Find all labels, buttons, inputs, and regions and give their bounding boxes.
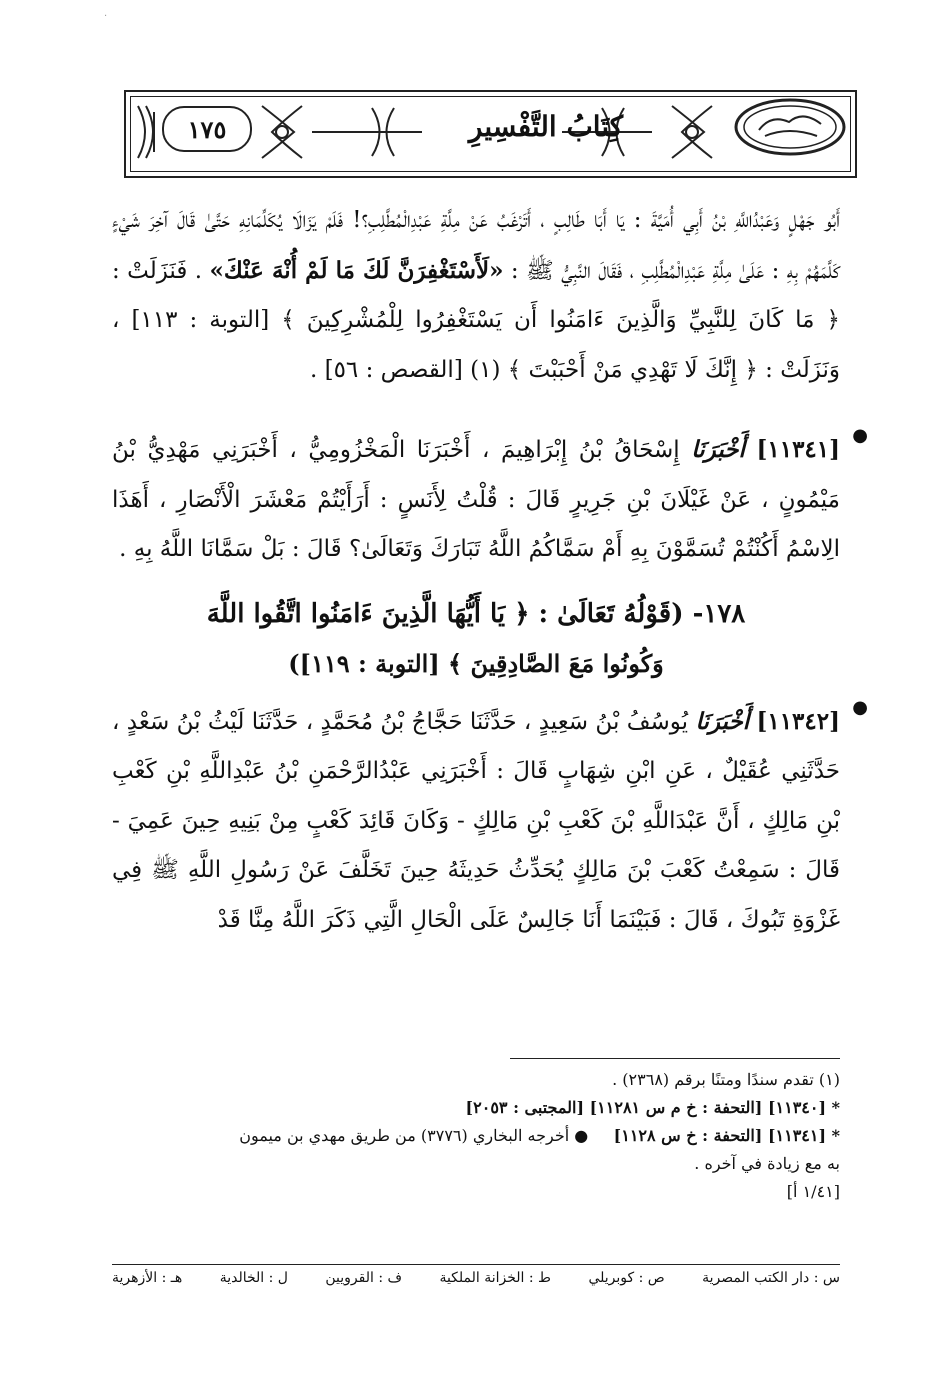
heading-line-1: ١٧٨- (قَوْلُهُ تَعَالَىٰ : ﴿ يَا أَيُّهَا الَّذِينَ ءَامَنُوا اتَّقُوا اللَّهَ	[206, 598, 746, 629]
heading-line-2: وَكُونُوا مَعَ الصَّادِقِينَ ﴾ [التوبة : ١١٩])	[288, 648, 664, 678]
footnote-takhrij-2-refs: * [١١٣٤١] [التحفة : خ س ١١٢٨]	[613, 1126, 840, 1145]
siglum: ف : القرويين	[325, 1270, 403, 1286]
hadith-text: إِسْحَاقُ بْنُ إِبْرَاهِيمَ ، أَخْبَرَنَا الْمَخْزُومِيُّ ، أَخْبَرَنِي مَهْدِيُّ بْنُ مَيْمُونٍ ، عَنْ غَيْلَانَ بْنِ جَرِيرٍ قَالَ : قُلْتُ لِأَنَسٍ : أَرَأَيْتُمْ مَعْشَرَ الْأَنْصَارِ ، أَهَذَا الِاسْمُ أَكُنْتُمْ تُسَمَّوْنَ بِهِ أَمْ سَمَّاكُمُ اللَّهُ تَبَارَكَ وَتَعَالَىٰ؟ قَالَ : بَلْ سَمَّانَا اللَّهُ بِهِ .	[112, 437, 840, 562]
footnote-takhrij-2	[112, 1122, 840, 1150]
hadith-paragraph	[112, 425, 840, 575]
siglum: ص : كوبريلي	[588, 1270, 665, 1286]
footnote-takhrij-2-note: ● أخرجه البخاري (٣٧٧٦) من طريق مهدي بن ميمون	[239, 1126, 589, 1145]
bullet-icon: ●	[852, 425, 868, 446]
hadith-entry	[112, 425, 868, 575]
footnote-takhrij-1: * [١١٣٤٠] [التحفة : خ م س ١١٢٨١] [المجتبى : ٢٠٥٣]	[465, 1098, 840, 1117]
manuscript-folio: [١/٤١ أ]	[786, 1182, 840, 1201]
corner-mark-icon: ·	[104, 11, 108, 22]
siglum: ط : الخزانة الملكية	[439, 1270, 552, 1286]
manuscript-sigla	[112, 1270, 840, 1286]
page-header	[124, 90, 857, 178]
page-number: ١٧٥	[162, 106, 252, 152]
paragraph-text-rest: . فَنَزَلَتْ : ﴿ مَا كَانَ لِلنَّبِيِّ وَالَّذِينَ ءَامَنُوا أَن يَسْتَغْفِرُوا لِلْمُشْرِكِينَ ﴾ [التوبة : ١١٣] ، وَنَزَلَتْ : ﴿ إِنَّكَ لَا تَهْدِي مَنْ أَحْبَبْتَ ﴾ (١) [القصص : ٥٦] .	[112, 257, 840, 383]
hadith-quote: «لَأَسْتَغْفِرَنَّ لَكَ مَا لَمْ أُنْهَ عَنْكَ»	[209, 256, 504, 284]
hadith-entry	[112, 696, 868, 946]
paragraph-text: أَبُو جَهْلٍ وَعَبْدُاللَّهِ بْنُ أَبِي أُمَيَّةَ : يَا أَبَا طَالِبٍ ، أَتَرْغَبُ عَنْ مِلَّةِ عَبْدِالْمُطَّلِبِ؟! فَلَمْ يَزَالَا يُكَلِّمَانِهِ حَتَّىٰ قَالَ آخِرَ شَيْءٍ كَلَّمَهُمْ بِهِ : عَلَىٰ مِلَّةِ عَبْدِالْمُطَّلِبِ ، فَقَالَ النَّبِيُّ ﷺ :	[112, 207, 840, 284]
bullet-icon: ●	[852, 696, 868, 718]
siglum: هـ : الأزهرية	[112, 1270, 183, 1286]
book-logo-seal	[731, 96, 849, 158]
footnotes	[112, 1066, 840, 1206]
chapter-heading	[112, 589, 840, 689]
hadith-number: [١١٣٤٢]	[756, 707, 841, 735]
footnote-1: (١) تقدم سندًا ومتنًا برقم (٢٣٦٨) .	[612, 1070, 840, 1089]
siglum: ل : الخالدية	[219, 1270, 288, 1286]
main-text	[112, 196, 868, 945]
hadith-paragraph	[112, 697, 840, 946]
bottom-divider	[112, 1264, 840, 1265]
paragraph-continuation	[112, 196, 840, 395]
siglum: س : دار الكتب المصرية	[702, 1270, 840, 1286]
hadith-text: يُوسُفُ بْنُ سَعِيدٍ ، حَدَّثَنَا حَجَّاجُ بْنُ مُحَمَّدٍ ، حَدَّثَنَا لَيْثُ بْنُ سَعْدٍ ، حَدَّثَنِي عُقَيْلٌ ، عَنِ ابْنِ شِهَابٍ قَالَ : أَخْبَرَنِي عَبْدُالرَّحْمَنِ بْنُ عَبْدِاللَّهِ بْنِ كَعْبِ بْنِ مَالِكٍ ، أَنَّ عَبْدَاللَّهِ بْنَ كَعْبِ بْنِ مَالِكٍ - وَكَانَ قَائِدَ كَعْبٍ مِنْ بَنِيهِ حِينَ عَمِيَ - قَالَ : سَمِعْتُ كَعْبَ بْنَ مَالِكٍ يُحَدِّثُ حَدِيثَهُ حِينَ تَخَلَّفَ عَنْ رَسُولِ اللَّهِ ﷺ فِي غَزْوَةِ تَبُوكَ ، قَالَ : فَبَيْنَمَا أَنَا جَالِسٌ عَلَى الْحَالِ الَّتِي ذَكَرَ اللَّهُ مِنَّا قَدْ	[112, 708, 841, 933]
akhbarana-label: أَخْبَرَنَا	[691, 436, 745, 463]
hadith-number: [١١٣٤١]	[756, 436, 841, 463]
page-title: كِتَابُ التَّفْسِيرِ	[468, 110, 624, 143]
akhbarana-label: أَخْبَرَنَا	[695, 707, 750, 735]
footnote-divider	[510, 1058, 840, 1059]
footnote-continuation: به مع زيادة في آخره .	[694, 1154, 840, 1173]
